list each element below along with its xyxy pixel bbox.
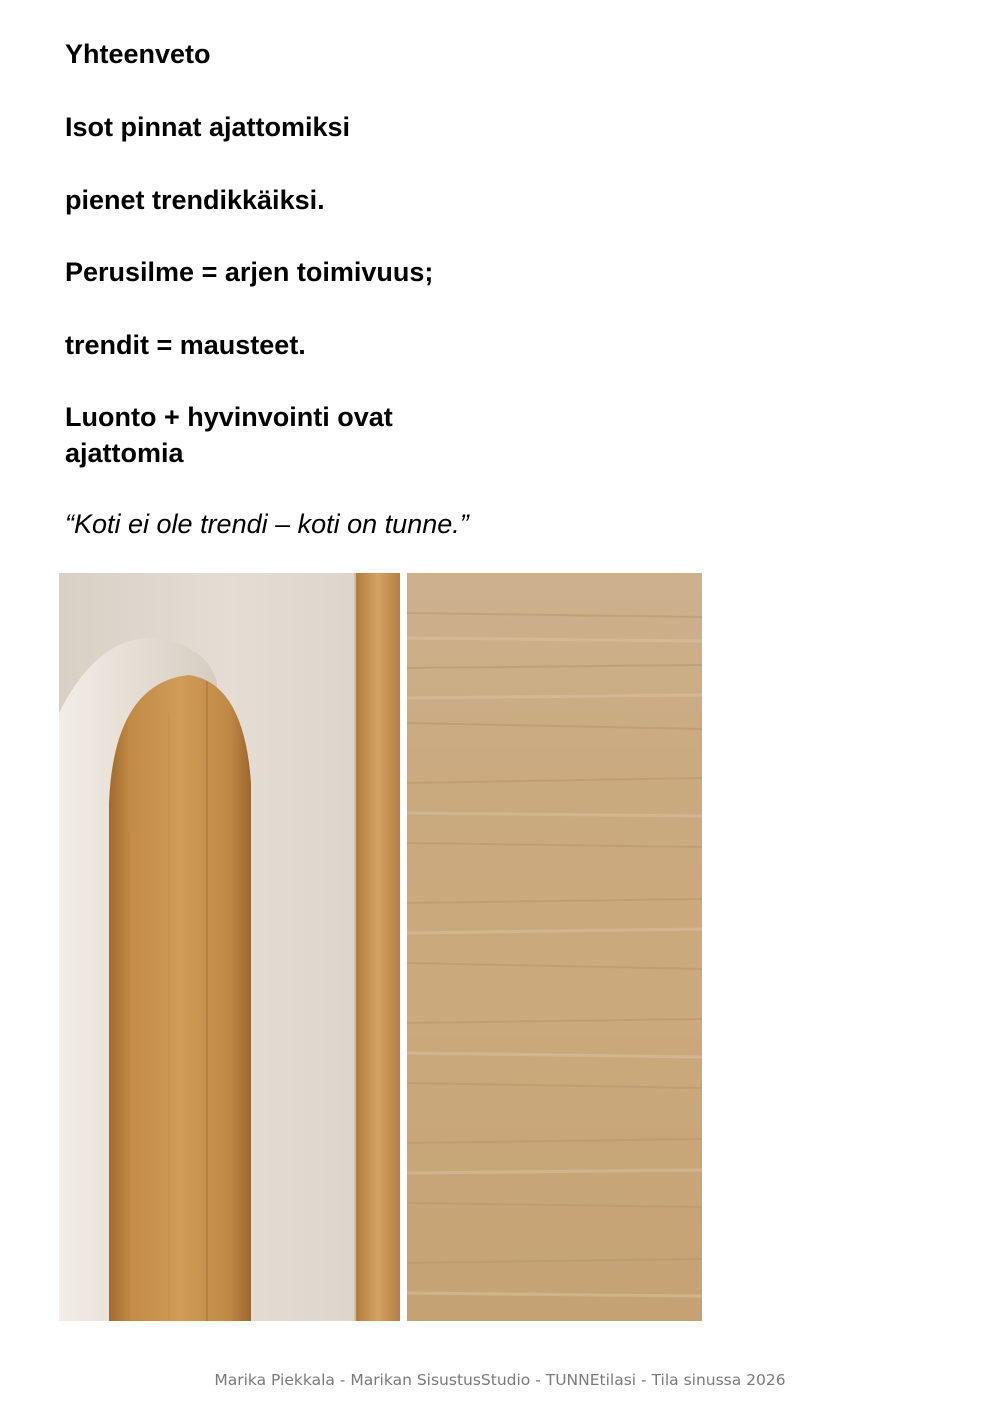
footer-text: Marika Piekkala - Marikan SisustusStudio - TUNNEtilasi - Tila sinussa 2026 bbox=[214, 1371, 786, 1389]
text-line: Perusilme = arjen toimivuus; bbox=[65, 257, 434, 287]
text-line: ajattomia bbox=[65, 438, 184, 468]
arch-wood-image bbox=[59, 573, 400, 1321]
text-line: Isot pinnat ajattomiksi bbox=[65, 112, 351, 142]
travertine-image bbox=[407, 573, 702, 1321]
text-line: trendit = mausteet. bbox=[65, 330, 306, 360]
summary-heading: Yhteenveto bbox=[65, 39, 211, 69]
text-line: Luonto + hyvinvointi ovat bbox=[65, 402, 393, 432]
quote: “Koti ei ole trendi – koti on tunne.” bbox=[65, 509, 469, 539]
text-line: pienet trendikkäiksi. bbox=[65, 185, 325, 215]
